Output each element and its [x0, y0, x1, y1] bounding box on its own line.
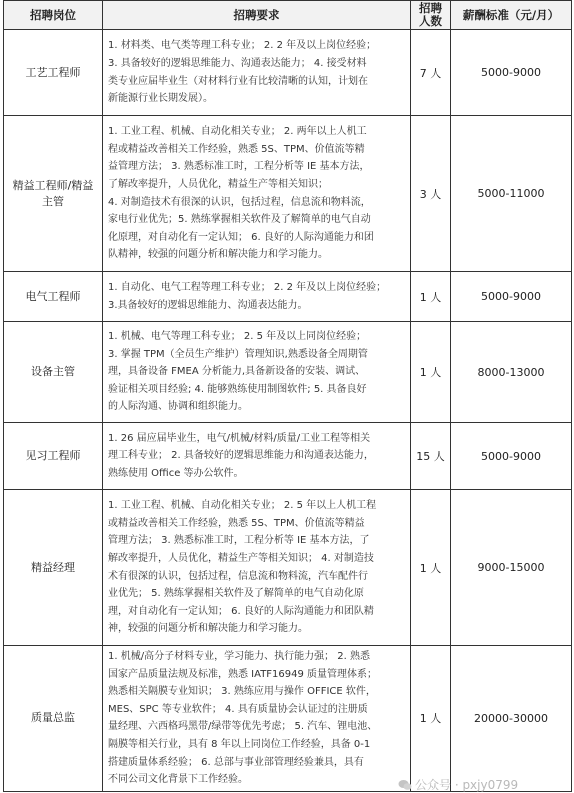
- header-salary: 薪酬标准（元/月）: [451, 1, 572, 30]
- table-row: [4, 116, 572, 272]
- requirements-cell: 1. 机械/高分子材料专业，学习能力、执行能力强； 2. 熟悉 国家产品质量法规及标准，熟悉 IATF16949 质量管理体系； 熟悉相关隔膜专业知识； 3. 熟练应用与操作 OFFICE 软件， MES、SPC 等专业软件； 4. 具有质量协会认证过的注册质 量经理、六西格玛黑带/绿带等优先考虑； 5. 汽车、锂电池、 隔膜等相关行业，具有 8 年以上同岗位工作经验，具备 0-1 搭建质量体系经验； 6. 总部与事业部管理经验兼具，具有 不同公司文化背景下工作经验。: [103, 646, 411, 792]
- salary-cell: 5000-11000: [451, 116, 572, 272]
- count-cell: 1 人: [411, 646, 451, 792]
- header-requirements: 招聘要求: [103, 1, 411, 30]
- position-cell: 设备主管: [4, 322, 103, 423]
- requirements-cell: 1. 26 届应届毕业生，电气/机械/材料/质量/工业工程等相关 理工科专业； 2. 具备较好的逻辑思维能力和沟通表达能力， 熟练使用 Office 等办公软件。: [103, 423, 411, 490]
- requirements-cell: 1. 自动化、电气工程等理工科专业； 2. 2 年及以上岗位经验； 3.具备较好的逻辑思维能力、沟通表达能力。: [103, 272, 411, 322]
- position-cell: 质量总监: [4, 646, 103, 792]
- salary-cell: 8000-13000: [451, 322, 572, 423]
- salary-cell: 20000-30000: [451, 646, 572, 792]
- count-cell: 15 人: [411, 423, 451, 490]
- position-cell: 精益经理: [4, 490, 103, 646]
- position-cell: 电气工程师: [4, 272, 103, 322]
- count-cell: 7 人: [411, 30, 451, 116]
- header-position: 招聘岗位: [4, 1, 103, 30]
- header-count: 招聘 人数: [411, 1, 451, 30]
- salary-cell: 9000-15000: [451, 490, 572, 646]
- table-row: [4, 423, 572, 490]
- count-cell: 1 人: [411, 322, 451, 423]
- count-cell: 1 人: [411, 490, 451, 646]
- table-row: [4, 646, 572, 792]
- table-row: [4, 30, 572, 116]
- recruitment-table: [3, 0, 572, 792]
- salary-cell: 5000-9000: [451, 272, 572, 322]
- table-row: [4, 490, 572, 646]
- table-row: [4, 322, 572, 423]
- requirements-cell: 1. 工业工程、机械、自动化相关专业； 2. 两年以上人机工 程或精益改善相关工作经验，熟悉 5S、TPM、价值流等精 益管理方法； 3. 熟悉标准工时，工程分析等 IE 基本方法， 了解改率提升，人员优化，精益生产等相关知识； 4. 对制造技术有很深的认识，包括过程，信息流和物料流， 家电行业优先；5. 熟练掌握相关软件及了解简单的电气自动 化原理，对自动化有一定认知； 6. 良好的人际沟通能力和团 队精神，较强的问题分析和解决能力和学习能力。: [103, 116, 411, 272]
- count-cell: 1 人: [411, 272, 451, 322]
- salary-cell: 5000-9000: [451, 423, 572, 490]
- position-cell: 精益工程师/精益 主管: [4, 116, 103, 272]
- requirements-cell: 1. 机械、电气等理工科专业； 2. 5 年及以上同岗位经验； 3. 掌握 TPM（全员生产维护）管理知识,熟悉设备全周期管 理，具备设备 FMEA 分析能力,具备新设备的安装、调试、 验证相关项目经验; 4. 能够熟练使用制图软件; 5. 具备良好 的人际沟通、协调和组织能力。: [103, 322, 411, 423]
- watermark-text: 公众号 · pxjy0799: [415, 778, 519, 792]
- position-cell: 工艺工程师: [4, 30, 103, 116]
- position-cell: 见习工程师: [4, 423, 103, 490]
- requirements-cell: 1. 工业工程、机械、自动化相关专业； 2. 5 年以上人机工程 或精益改善相关工作经验，熟悉 5S、TPM、价值流等精益 管理方法； 3. 熟悉标准工时，工程分析等 IE 基本方法，了 解改率提升，人员优化，精益生产等相关知识； 4. 对制造技 术有很深的认识，包括过程，信息流和物料流，汽车配件行 业优先； 5. 熟练掌握相关软件及了解简单的电气自动化原 理，对自动化有一定认知； 6. 良好的人际沟通能力和团队精 神，较强的问题分析和解决能力和学习能力。: [103, 490, 411, 646]
- watermark: [398, 776, 518, 793]
- requirements-cell: 1. 材料类、电气类等理工科专业； 2. 2 年及以上岗位经验； 3. 具备较好的逻辑思维能力、沟通表达能力； 4. 接受材料 类专业应届毕业生（对材料行业有比较清晰的认知，计划在 新能源行业长期发展）。: [103, 30, 411, 116]
- table-row: [4, 272, 572, 322]
- salary-cell: 5000-9000: [451, 30, 572, 116]
- wechat-icon: [398, 779, 412, 791]
- count-cell: 3 人: [411, 116, 451, 272]
- header-row: [4, 1, 572, 30]
